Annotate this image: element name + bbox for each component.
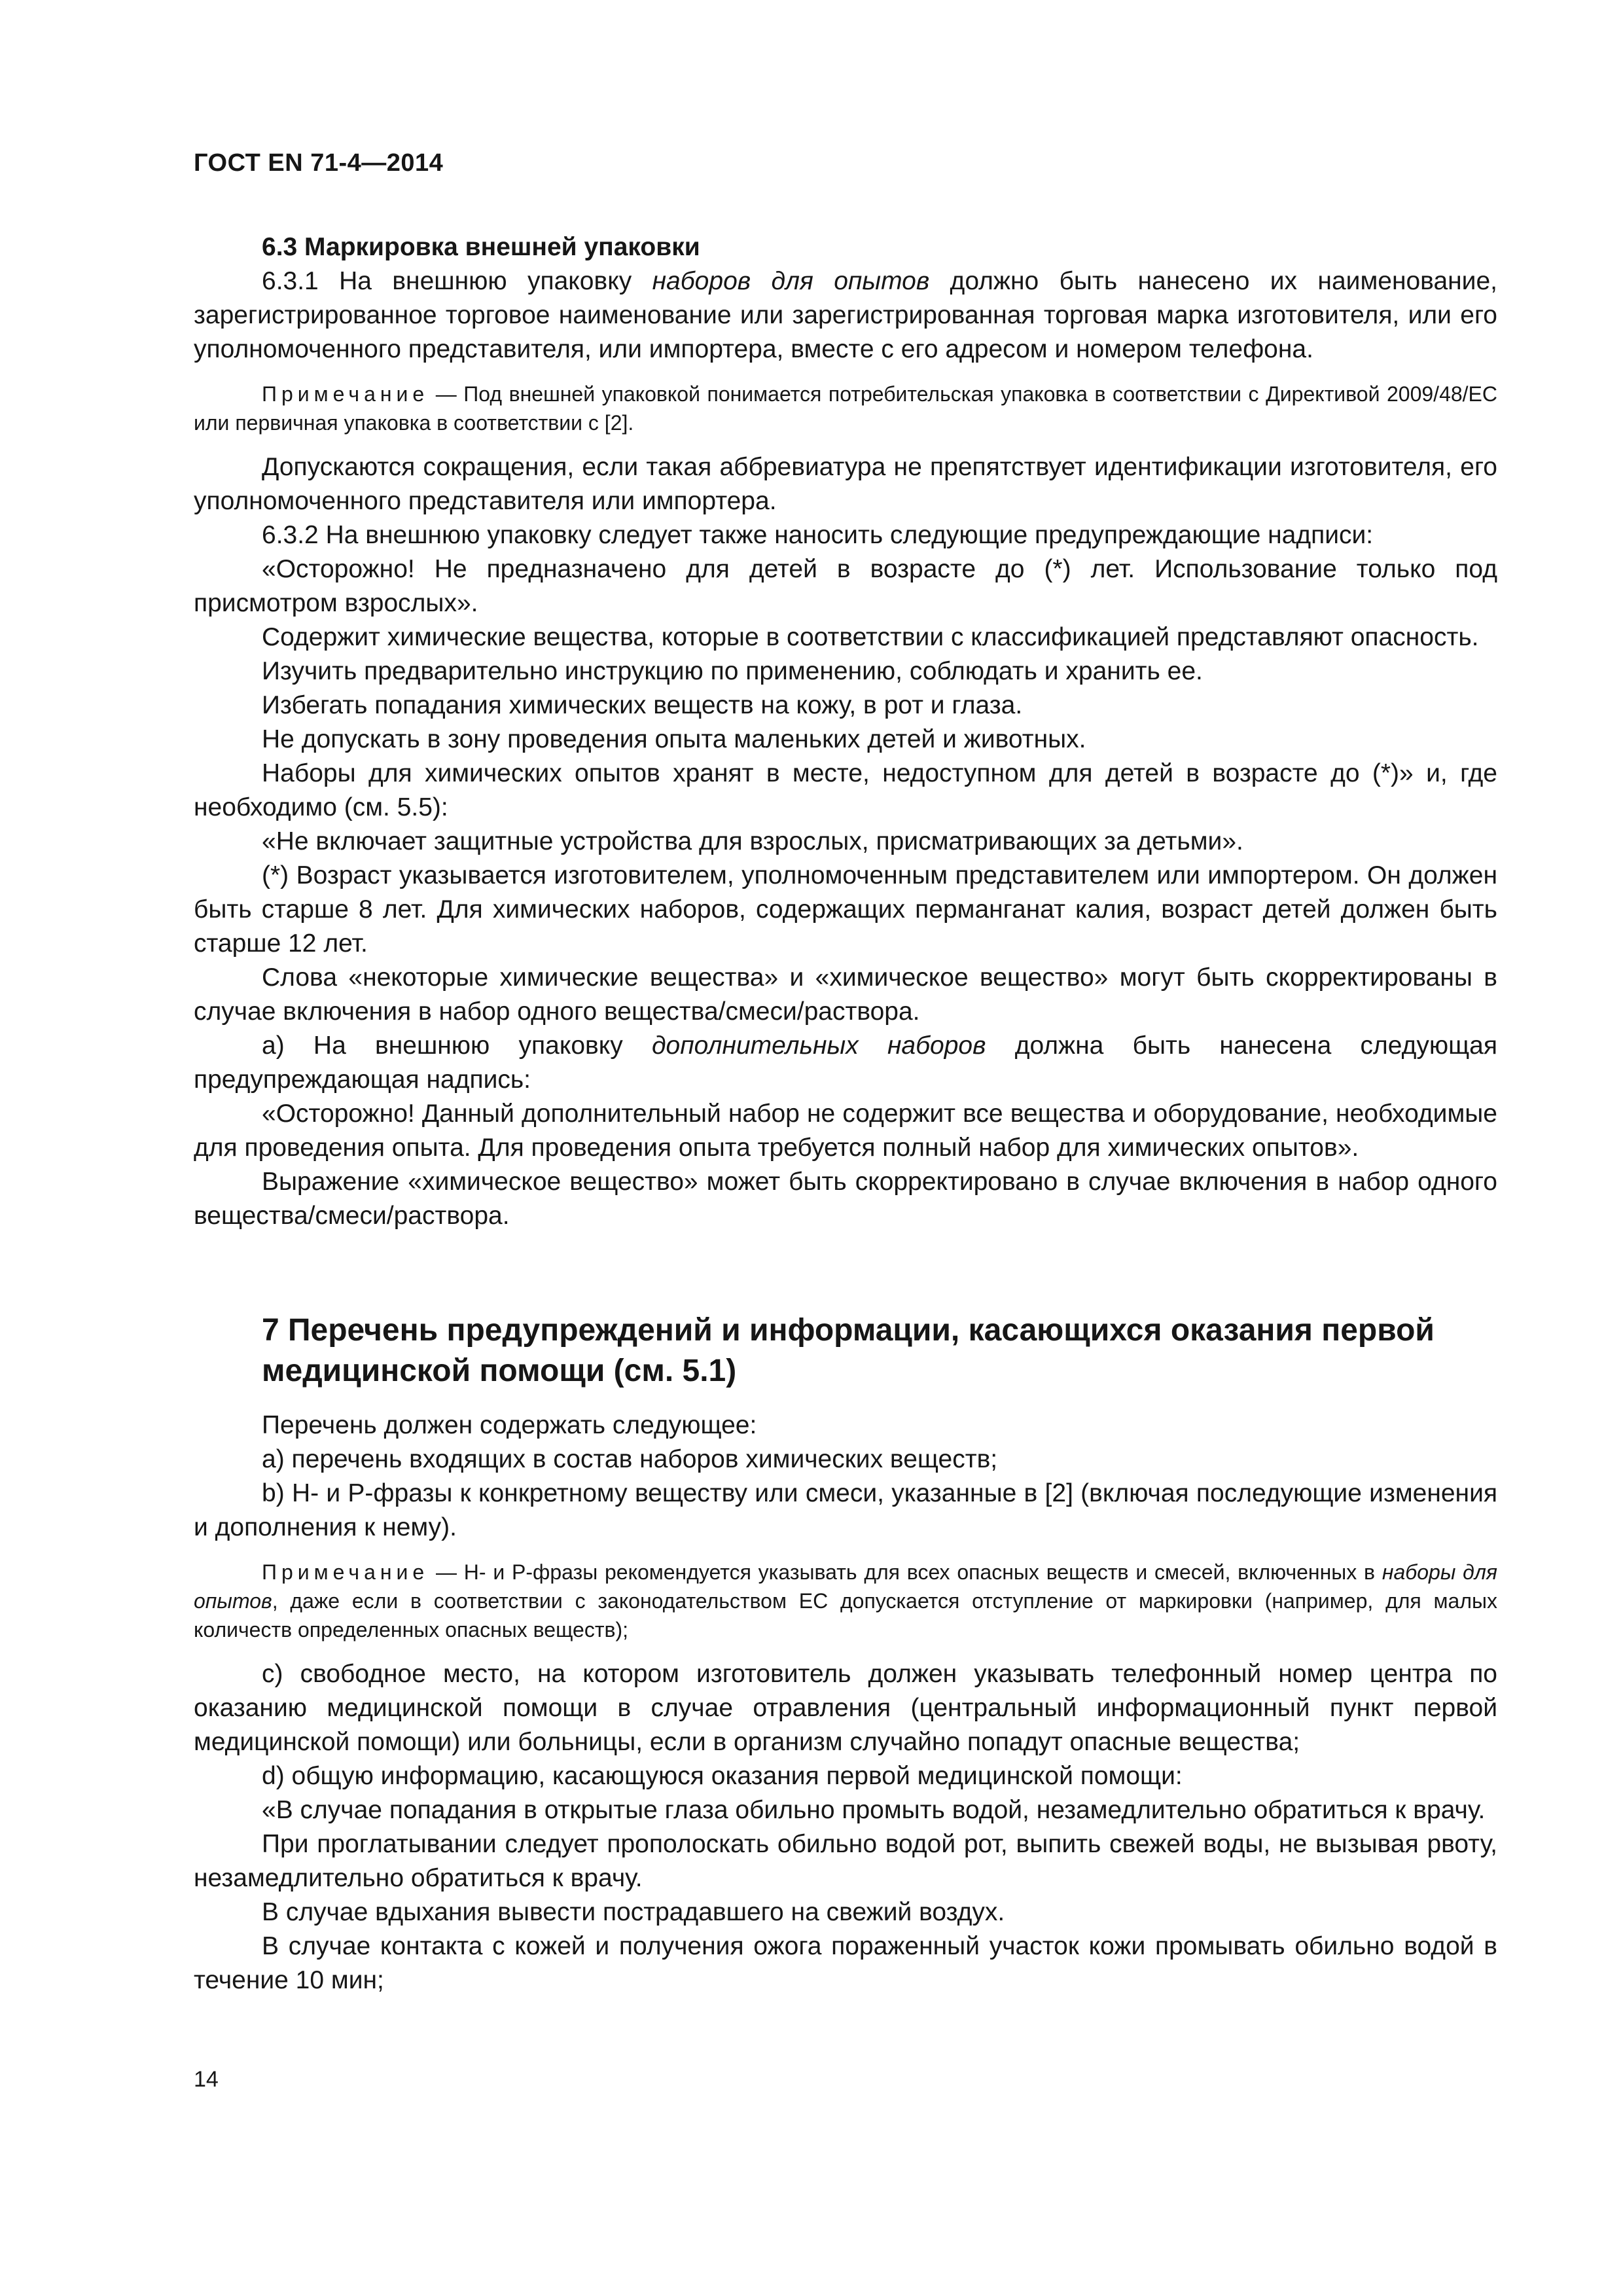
paragraph: «В случае попадания в открытые глаза обильно промыть водой, незамедлительно обратиться к врачу. [262,1796,1486,1824]
paragraph: «Не включает защитные устройства для взрослых, присматривающих за детьми». [262,827,1243,855]
note-label: Примечание [262,1560,429,1584]
paragraph: Содержит химические вещества, которые в соответствии с классификацией представляют опасность. [262,623,1479,651]
paragraph: 6.3.1 На внешнюю упаковку наборов для опытов должно быть нанесено их наименование, зарегистрированное торговое наименование или зарегистрированная торговая марка изготовителя, или его уполномоченного представителя, или импортера, вместе с его адресом и номером телефона. [194,267,1497,363]
note: Примечание — Под внешней упаковкой понимается потребительская упаковка в соответствии с Директивой 2009/48/ЕС или первичная упаковка в соответствии с [2]. [194,382,1497,435]
paragraph: Избегать попадания химических веществ на кожу, в рот и глаза. [262,691,1023,719]
paragraph: В случае вдыхания вывести пострадавшего на свежий воздух. [262,1898,1005,1926]
document-code: ГОСТ EN 71-4—2014 [194,149,444,177]
paragraph: Допускаются сокращения, если такая аббревиатура не препятствует идентификации изготовителя, его уполномоченного представителя или импортера. [194,453,1497,515]
page-number: 14 [194,2067,219,2092]
paragraph: При проглатывании следует прополоскать обильно водой рот, выпить свежей воды, не вызывая рвоту, незамедлительно обратиться к врачу. [194,1830,1497,1892]
paragraph: (*) Возраст указывается изготовителем, уполномоченным представителем или импортером. Он должен быть старше 8 лет. Для химических наборов, содержащих перманганат калия, возраст детей должен быть старше 12 лет. [194,861,1497,958]
paragraph: 6.3.2 На внешнюю упаковку следует также наносить следующие предупреждающие надписи: [262,521,1374,549]
paragraph: с) свободное место, на котором изготовитель должен указывать телефонный номер центра по оказанию медицинской помощи в случае отравления (центральный информационный пункт первой медицинской помощи) или больницы, если в организм случайно попадут опасные вещества; [194,1660,1497,1756]
section-heading: 7 Перечень предупреждений и информации, касающихся оказания первой медицинской помощи (см. 5.1) [262,1313,1435,1388]
paragraph: «Осторожно! Данный дополнительный набор не содержит все вещества и оборудование, необходимые для проведения опыта. Для проведения опыта требуется полный набор для химических опытов». [194,1100,1497,1162]
section-heading: 6.3 Маркировка внешней упаковки [262,233,700,261]
document-body [194,230,1497,1998]
paragraph: «Осторожно! Не предназначено для детей в возрасте до (*) лет. Использование только под присмотром взрослых». [194,555,1497,617]
paragraph: В случае контакта с кожей и получения ожога пораженный участок кожи промывать обильно водой в течение 10 мин; [194,1932,1497,1994]
note: Примечание — H- и P-фразы рекомендуется указывать для всех опасных веществ и смесей, включенных в наборы для опытов, даже если в соответствии с законодательством ЕС допускается отступление от маркировки (например, для малых количеств определенных опасных веществ); [194,1560,1498,1641]
paragraph: а) перечень входящих в состав наборов химических веществ; [262,1445,998,1473]
paragraph: d) общую информацию, касающуюся оказания первой медицинской помощи: [262,1762,1183,1790]
paragraph: а) На внешнюю упаковку дополнительных наборов должна быть нанесена следующая предупреждающая надпись: [194,1031,1497,1094]
paragraph: Слова «некоторые химические вещества» и «химическое вещество» могут быть скорректированы в случае включения в набор одного вещества/смеси/раствора. [194,963,1497,1026]
paragraph: Наборы для химических опытов хранят в месте, недоступном для детей в возрасте до (*)» и, где необходимо (см. 5.5): [194,759,1497,821]
paragraph: Не допускать в зону проведения опыта маленьких детей и животных. [262,725,1086,753]
paragraph: b) H- и P-фразы к конкретному веществу или смеси, указанные в [2] (включая последующие изменения и дополнения к нему). [194,1479,1497,1541]
paragraph: Изучить предварительно инструкцию по применению, соблюдать и хранить ее. [262,657,1203,685]
paragraph: Перечень должен содержать следующее: [262,1411,757,1439]
note-label: Примечание [262,382,429,406]
paragraph: Выражение «химическое вещество» может быть скорректировано в случае включения в набор одного вещества/смеси/раствора. [194,1168,1497,1230]
